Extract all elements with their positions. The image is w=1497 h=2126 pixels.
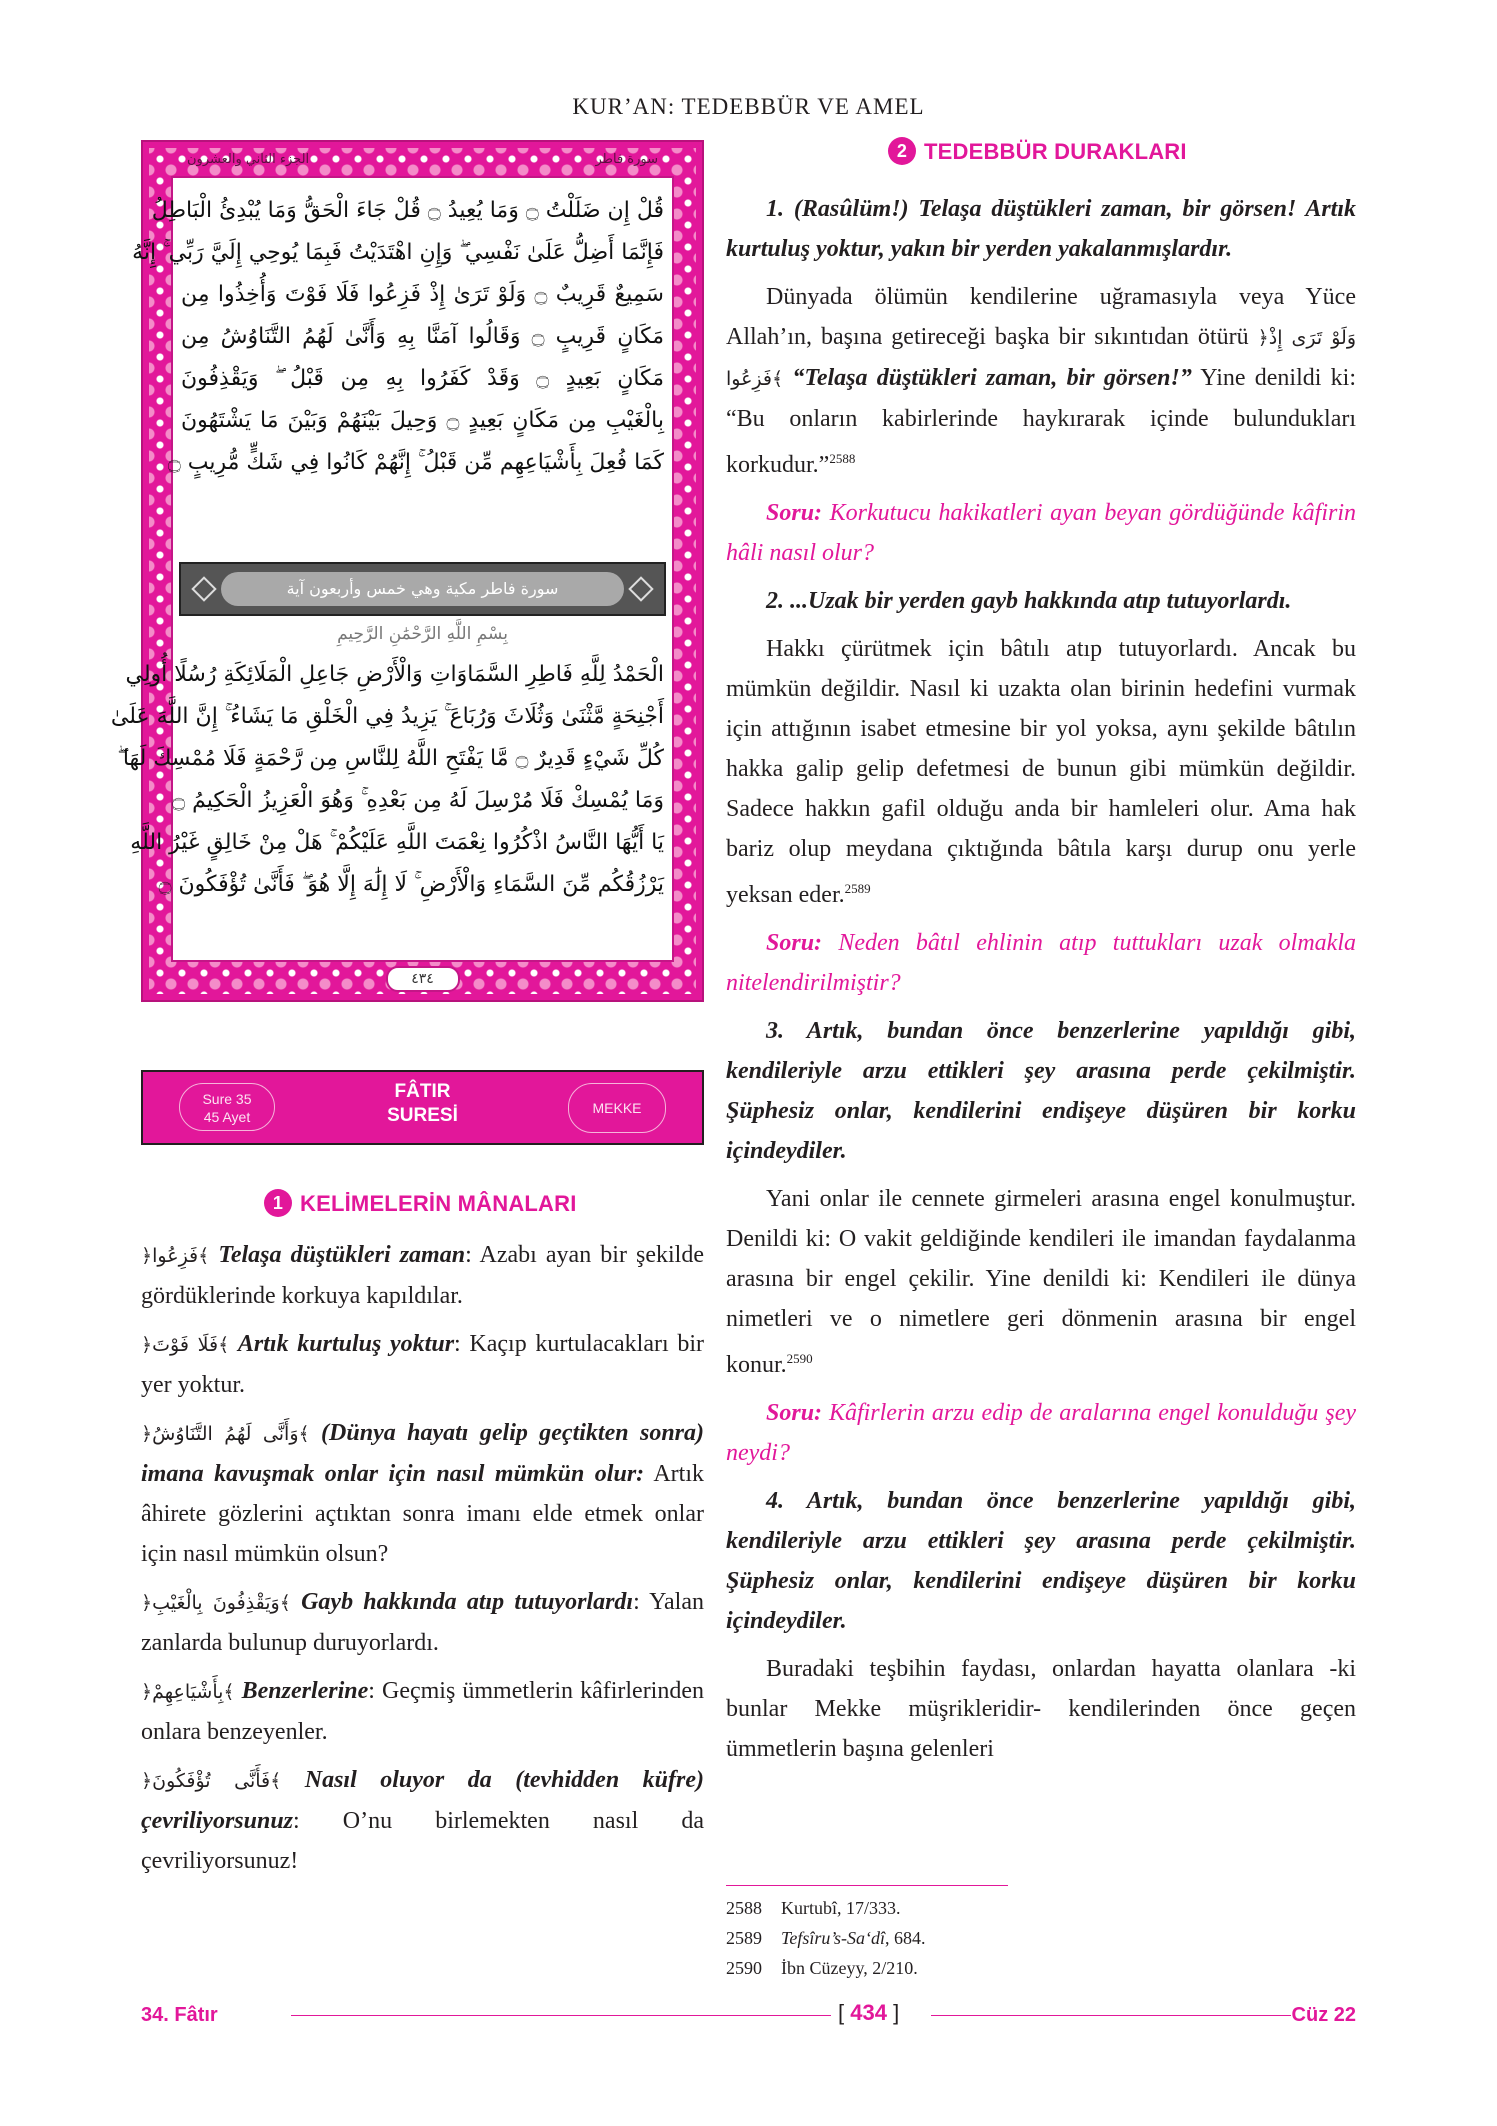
footer-sura: 34. Fâtır xyxy=(141,2004,218,2026)
question-2 xyxy=(726,923,1356,1003)
quran-line: كُلِّ شَيْءٍ قَدِيرٌ ۝ مَّا يَفْتَحِ اللَّهُ لِلنَّاسِ مِن رَّحْمَةٍ فَلَا مُمْسِكَ لَهَا ۖ xyxy=(117,746,664,771)
entry-text: : Geçmiş ümmetlerin kâfirlerinden onlara benzeyenler. xyxy=(141,1678,704,1745)
question-label: Soru: xyxy=(766,930,823,956)
word-entry xyxy=(141,1582,704,1663)
arabic-term: ﴿فَلَا فَوْتَ﴾ xyxy=(141,1334,230,1356)
footnote-text: Tefsîru’s-Sa‘dî xyxy=(781,1928,886,1948)
bracket: ] xyxy=(886,2000,900,2025)
page-footer xyxy=(141,2000,1356,2030)
footnote-ref[interactable]: 2590 xyxy=(786,1351,813,1366)
quran-line: أَجْنِحَةٍ مَّثْنَىٰ وَثُلَاثَ وَرُبَاعَ ۚ يَزِيدُ فِي الْخَلْقِ مَا يَشَاءُ ۚ إِنَّ اللَّهَ عَلَىٰ xyxy=(110,704,664,729)
section-heading-1 xyxy=(264,1191,577,1219)
verse-1-commentary xyxy=(726,277,1356,485)
question-text: Neden bâtıl ehlinin atıp tuttukları uzak olmakla nitelendirilmiştir? xyxy=(726,930,1356,996)
sure-name-line1: FÂTIR xyxy=(394,1081,451,1102)
quran-lines-bottom xyxy=(110,654,664,906)
page-number-value: 434 xyxy=(850,2000,887,2025)
entry-term: Benzerlerine xyxy=(241,1678,369,1704)
arabic-term: ﴿وَأَنَّى لَهُمُ التَّنَاوُشُ﴾ xyxy=(141,1423,310,1445)
entry-text: : Kaçıp kurtulacakları bir yer yoktur. xyxy=(141,1331,704,1398)
footnotes xyxy=(726,1893,1356,1983)
entry-term: (Dünya hayatı gelip geçtikten sonra) imana kavuşmak onlar için nasıl mümkün olur: xyxy=(141,1420,704,1487)
quran-line: مَكَانٍ بَعِيدٍ ۝ وَقَدْ كَفَرُوا بِهِ مِن قَبْلُ ۖ وَيَقْذِفُونَ xyxy=(181,366,664,391)
question-1 xyxy=(726,493,1356,573)
verse-2: 2. ...Uzak bir yerden gayb hakkında atıp tutuyorlardı. xyxy=(766,588,1292,614)
entry-text: : O’nu birlemekten nasıl da çevriliyorsunuz! xyxy=(141,1808,704,1874)
arabic-term: ﴿وَيَقْذِفُونَ بِالْغَيْبِ﴾ xyxy=(141,1592,291,1614)
commentary-text: Hakkı çürütmek için bâtılı atıp tutuyorlardı. Ancak bu mümkün değildir. Nasıl ki uzakta olan birinin hedefini vurmak için attığının isabet etmesine bir yol yoksa, aynı şekilde bâtılın hakka galip gelip defetmesi de bunun gibi mümkün değildir. Sadece hakkın gafil olduğu anda bir hamleleri olur. Ama hak bariz olup meydana çıktığında bâtıla karşı durup onu yerle yeksan eder. xyxy=(726,636,1356,908)
arabic-term: ﴿فَأَنَّى تُؤْفَكُونَ﴾ xyxy=(141,1770,282,1792)
verse-3: 3. Artık, bundan önce benzerlerine yapıldığı gibi, kendileriyle arzu ettikleri şey arasına perde çekilmiştir. Şüphesiz onlar, kendilerini endişeye düşüren bir korku içindeydiler. xyxy=(726,1018,1356,1164)
entry-term: Artık kurtuluş yoktur xyxy=(237,1331,455,1357)
footnote-item xyxy=(726,1893,1356,1923)
quran-line: سَمِيعٌ قَرِيبٌ ۝ وَلَوْ تَرَىٰ إِذْ فَزِعُوا فَلَا فَوْتَ وَأُخِذُوا مِن xyxy=(181,282,664,307)
diamond-ornament-icon xyxy=(191,576,216,601)
page-number xyxy=(838,2000,899,2026)
footer-rule xyxy=(931,2015,1291,2016)
entry-text: : Azabı ayan bir şekilde gördüklerinde korkuya kapıldılar. xyxy=(141,1242,705,1309)
footnote-ref[interactable]: 2588 xyxy=(829,451,856,466)
arabic-term: ﴿فَزِعُوا﴾ xyxy=(141,1245,210,1267)
commentary-text: Yani onlar ile cennete girmeleri arasına engel konulmuştur. Denildi ki: O vakit geldiğinde kendileri ile imandan faydalanma arasına bir engel çekilir. Yine denildi ki: Kendileri ile dünya nimetleri ve o nimetlere geri dönmenin arasına bir engel konur. xyxy=(726,1186,1356,1378)
footnote-number: 2588 xyxy=(726,1898,762,1918)
sura-title-band xyxy=(179,562,666,616)
footnote-divider xyxy=(726,1885,1008,1886)
verse-4-commentary: Buradaki teşbihin faydası, onlardan hayatta olanlara -ki bunlar Mekke müşrikleridir- kendilerinden önce geçen ümmetlerin başına gelenleri xyxy=(726,1656,1356,1762)
verse-quote: “Telaşa düştükleri zaman, bir görsen!” xyxy=(783,365,1192,391)
word-entry xyxy=(141,1413,704,1574)
footnote-item xyxy=(726,1923,1356,1953)
quran-line: كَمَا فُعِلَ بِأَشْيَاعِهِم مِّن قَبْلُ ۚ إِنَّهُمْ كَانُوا فِي شَكٍّ مُّرِيبٍ ۝ xyxy=(167,450,664,475)
section-title: KELİMELERİN MÂNALARI xyxy=(300,1191,577,1216)
revelation-place-badge: MEKKE xyxy=(568,1083,666,1133)
question-text: Kâfirlerin arzu edip de aralarına engel konulduğu şey neydi? xyxy=(726,1400,1356,1466)
quran-line: قُلْ إِن ضَلَلْتُ ۝ وَمَا يُعِيدُ ۝ قُلْ جَاءَ الْحَقُّ وَمَا يُبْدِئُ الْبَاطِلُ xyxy=(151,198,664,223)
page-title: KUR’AN: TEDEBBÜR VE AMEL xyxy=(572,94,925,119)
mushaf-page-image xyxy=(110,140,704,1002)
entry-term: Nasıl oluyor da (tevhidden küfre) çevriliyorsunuz xyxy=(141,1767,704,1834)
question-3 xyxy=(726,1393,1356,1473)
quran-lines-top xyxy=(132,190,665,484)
word-entry xyxy=(141,1324,704,1405)
word-entry xyxy=(141,1760,704,1881)
quran-line: بِالْغَيْبِ مِن مَكَانٍ بَعِيدٍ ۝ وَحِيلَ بَيْنَهُمْ وَبَيْنَ مَا يَشْتَهُونَ xyxy=(181,408,665,433)
footnote-text: Kurtubî, 17/333. xyxy=(781,1898,901,1918)
ayet-count: 45 Ayet xyxy=(203,1109,251,1125)
question-label: Soru: xyxy=(766,500,823,526)
entry-term: Gayb hakkında atıp tutuyorlardı xyxy=(301,1589,634,1615)
word-meanings-column xyxy=(141,1235,704,1889)
footer-juz: Cüz 22 xyxy=(1291,2004,1356,2026)
mushaf-header-juz: الجزء الثاني والعشرون xyxy=(187,152,310,167)
footnote-item xyxy=(726,1953,1356,1983)
sure-banner xyxy=(141,1070,704,1145)
footnote-number: 2589 xyxy=(726,1928,762,1948)
question-text: Korkutucu hakikatleri ayan beyan gördüğünde kâfirin hâli nasıl olur? xyxy=(726,500,1356,566)
entry-text: Artık âhirete gözlerini açtıktan sonra imanı elde etmek onlar için nasıl mümkün olsun? xyxy=(141,1461,704,1567)
basmala: بِسْمِ اللَّهِ الرَّحْمَٰنِ الرَّحِيمِ xyxy=(337,624,508,644)
mushaf-header-sura: سورة فاطر xyxy=(595,152,658,167)
verse-3-commentary xyxy=(726,1179,1356,1385)
diamond-ornament-icon xyxy=(628,576,653,601)
arabic-quote: ﴿وَلَوْ تَرَى إِذْ فَزِعُوا﴾ xyxy=(726,327,1356,390)
arabic-term: ﴿بِأَشْيَاعِهِمْ﴾ xyxy=(141,1681,235,1703)
verse-4: 4. Artık, bundan önce benzerlerine yapıldığı gibi, kendileriyle arzu ettikleri şey arasına perde çekilmiştir. Şüphesiz onlar, kendilerini endişeye düşüren bir korku içindeydiler. xyxy=(726,1488,1356,1634)
reflection-column xyxy=(726,189,1356,1777)
mushaf-text-area xyxy=(110,176,674,962)
section-number-badge: 1 xyxy=(264,1189,292,1217)
mushaf-page-number: ٤٣٤ xyxy=(386,966,460,992)
footnote-text: , 684. xyxy=(885,1928,926,1948)
verse-2-commentary xyxy=(726,629,1356,915)
section-number-badge: 2 xyxy=(888,137,916,165)
entry-term: Telaşa düştükleri zaman xyxy=(218,1242,466,1268)
quran-line: يَرْزُقُكُم مِّنَ السَّمَاءِ وَالْأَرْضِ ۚ لَا إِلَٰهَ إِلَّا هُوَ ۖ فَأَنَّىٰ تُؤْفَكُونَ ۝ xyxy=(158,872,664,897)
sure-name-line2: SURESİ xyxy=(387,1105,458,1126)
quran-line: فَإِنَّمَا أَضِلُّ عَلَىٰ نَفْسِي ۖ وَإِنِ اهْتَدَيْتُ فَبِمَا يُوحِي إِلَيَّ رَبِّي ۚ إِنَّهُ xyxy=(132,240,664,265)
entry-text: : Yalan zanlarda bulunup duruyorlardı. xyxy=(141,1589,704,1656)
word-entry xyxy=(141,1235,704,1316)
bracket: [ xyxy=(838,2000,851,2025)
commentary-text: Yine denildi ki: “Bu onların kabirlerinde haykırarak içinde bulundukları korkudur.” xyxy=(726,365,1356,478)
commentary-text: Dünyada ölümün kendilerine uğramasıyla veya Yüce Allah’ın, başına getireceği başka bir sıkıntıdan ötürü xyxy=(726,284,1356,350)
section-title: TEDEBBÜR DURAKLARI xyxy=(924,139,1187,164)
footnote-ref[interactable]: 2589 xyxy=(844,881,871,896)
footnote-text: İbn Cüzeyy, 2/210. xyxy=(781,1958,918,1978)
footer-rule xyxy=(291,2015,831,2016)
sure-number: Sure 35 xyxy=(202,1091,252,1107)
quran-line: وَمَا يُمْسِكْ فَلَا مُرْسِلَ لَهُ مِن بَعْدِهِ ۚ وَهُوَ الْعَزِيزُ الْحَكِيمُ ۝ xyxy=(172,788,664,813)
footnote-number: 2590 xyxy=(726,1958,762,1978)
quran-line: مَكَانٍ قَرِيبٍ ۝ وَقَالُوا آمَنَّا بِهِ وَأَنَّىٰ لَهُمُ التَّنَاوُشُ مِن xyxy=(181,324,664,349)
sura-title-text: سورة فاطر مكية وهي خمس وأربعون آية xyxy=(221,572,624,606)
question-label: Soru: xyxy=(766,1400,823,1426)
quran-line: الْحَمْدُ لِلَّهِ فَاطِرِ السَّمَاوَاتِ وَالْأَرْضِ جَاعِلِ الْمَلَائِكَةِ رُسُلًا أُولِي xyxy=(125,662,664,687)
section-heading-2 xyxy=(888,139,1187,167)
quran-line: يَا أَيُّهَا النَّاسُ اذْكُرُوا نِعْمَتَ اللَّهِ عَلَيْكُمْ ۚ هَلْ مِنْ خَالِقٍ غَيْرُ اللَّهِ xyxy=(130,830,664,855)
verse-1: 1. (Rasûlüm!) Telaşa düştükleri zaman, bir görsen! Artık kurtuluş yoktur, yakın bir yerden yakalanmışlardır. xyxy=(726,196,1356,262)
word-entry xyxy=(141,1671,704,1752)
